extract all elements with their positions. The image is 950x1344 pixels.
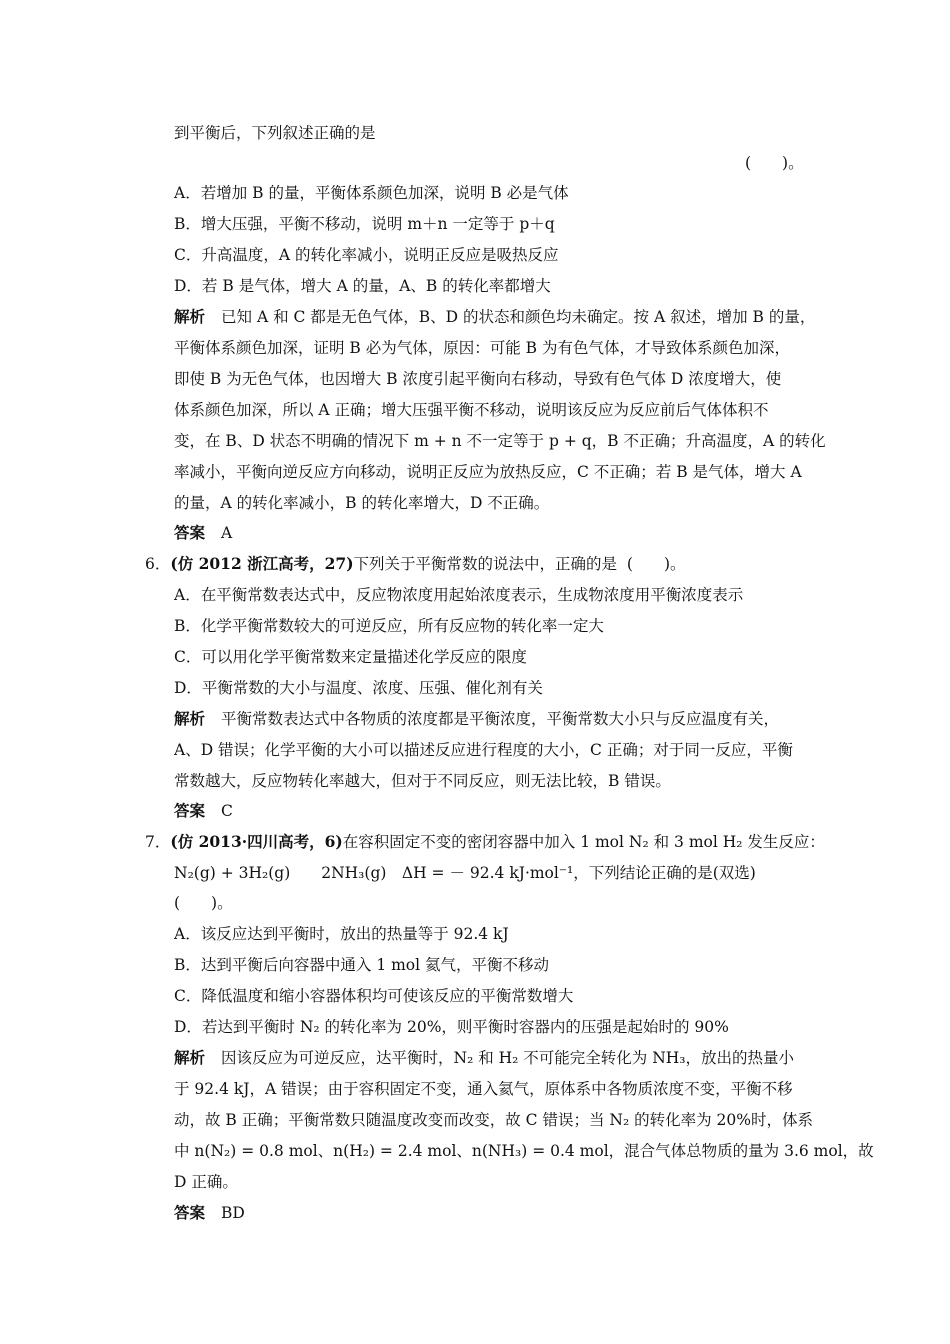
q5-analysis-label: 解析 — [174, 308, 206, 326]
q6-analysis-line-2: A、D 错误；化学平衡的大小可以描述反应进行程度的大小，C 正确；对于同一反应，平衡 — [174, 741, 793, 759]
q5-analysis-line-5: 变，在 B、D 状态不明确的情况下 m + n 不一定等于 p + q，B 不正确；升高温度，A 的转化 — [174, 432, 826, 450]
q5-analysis-line-7: 的量，A 的转化率减小，B 的转化率增大，D 不正确。 — [174, 494, 550, 512]
q7-analysis-line-3: 动，故 B 正确；平衡常数只随温度改变而改变，故 C 错误；当 N₂ 的转化率为 20%时，体系 — [174, 1111, 813, 1129]
q6-analysis-label: 解析 — [174, 710, 206, 728]
q7-analysis-label: 解析 — [174, 1049, 206, 1067]
q5-option-c: C．升高温度，A 的转化率减小，说明正反应是吸热反应 — [174, 246, 559, 264]
q7-answer — [174, 1202, 245, 1224]
q6-answer — [174, 800, 233, 822]
q7-option-c: C．降低温度和缩小容器体积均可使该反应的平衡常数增大 — [174, 987, 574, 1005]
q5-answer-blank: ( )。 — [745, 154, 804, 172]
q7-answer-label: 答案 — [174, 1204, 206, 1222]
q5-option-d: D．若 B 是气体，增大 A 的量，A、B 的转化率都增大 — [174, 277, 551, 295]
q5-analysis-line-2: 平衡体系颜色加深，证明 B 必为气体，原因：可能 B 为有色气体，才导致体系颜色加深， — [174, 339, 790, 357]
q6-analysis-line-3: 常数越大，反应物转化率越大，但对于不同反应，则无法比较，B 错误。 — [174, 772, 671, 790]
q6-option-d: D．平衡常数的大小与温度、浓度、压强、催化剂有关 — [174, 679, 543, 697]
q6-answer-value: C — [221, 802, 233, 820]
q7-option-d: D．若达到平衡时 N₂ 的转化率为 20%，则平衡时容器内的压强是起始时的 90% — [174, 1018, 729, 1036]
q5-analysis-line-6: 率减小，平衡向逆反应方向移动，说明正反应为放热反应，C 不正确；若 B 是气体，增大 A — [174, 463, 802, 481]
q7-number: 7． — [145, 833, 171, 851]
q6-answer-label: 答案 — [174, 802, 206, 820]
q5-answer-label: 答案 — [174, 524, 206, 542]
q7-source: (仿 2013·四川高考，6) — [170, 832, 343, 851]
q7-analysis-line-1: 解析 因该反应为可逆反应，达平衡时，N₂ 和 H₂ 不可能完全转化为 NH₃，放出的热量小 — [174, 1049, 795, 1067]
q5-analysis-line-4: 体系颜色加深，所以 A 正确；增大压强平衡不移动，说明该反应为反应前后气体体积不 — [174, 401, 769, 419]
q7-option-a: A．该反应达到平衡时，放出的热量等于 92.4 kJ — [174, 925, 509, 943]
q6-number: 6． — [145, 555, 171, 573]
q5-answer-value: A — [221, 524, 233, 542]
q7-option-b: B．达到平衡后向容器中通入 1 mol 氦气，平衡不移动 — [174, 956, 550, 974]
q6-option-c: C．可以用化学平衡常数来定量描述化学反应的限度 — [174, 648, 527, 666]
q5-stem-tail: 到平衡后，下列叙述正确的是 — [174, 124, 376, 142]
q5-analysis-line-1: 解析 已知 A 和 C 都是无色气体，B、D 的状态和颜色均未确定。按 A 叙述，增加 B 的量， — [174, 308, 816, 326]
q6-analysis-line-1: 解析 平衡常数表达式中各物质的浓度都是平衡浓度，平衡常数大小只与反应温度有关， — [174, 710, 780, 728]
q7-analysis-line-5: D 正确。 — [174, 1173, 238, 1191]
q6-option-a: A．在平衡常数表达式中，反应物浓度用起始浓度表示，生成物浓度用平衡浓度表示 — [174, 586, 744, 604]
q6-answer-blank: ( )。 — [626, 555, 686, 573]
q7-equation: N₂(g) + 3H₂(g) 2NH₃(g) ΔH = － 92.4 kJ·mol⁻¹，下列结论正确的是(双选) — [174, 864, 756, 882]
q6-stem: 6．(仿 2012 浙江高考，27)下列关于平衡常数的说法中，正确的是 ( )。 — [145, 554, 686, 573]
q7-analysis-line-2: 于 92.4 kJ，A 错误；由于容积固定不变，通入氦气，原体系中各物质浓度不变，平衡不移 — [174, 1080, 793, 1098]
q6-option-b: B．化学平衡常数较大的可逆反应，所有反应物的转化率一定大 — [174, 617, 604, 635]
q5-answer — [174, 522, 232, 544]
q7-answer-value: BD — [221, 1204, 245, 1222]
q5-option-a: A．若增加 B 的量，平衡体系颜色加深，说明 B 必是气体 — [174, 184, 569, 202]
q6-source: (仿 2012 浙江高考，27) — [170, 554, 354, 573]
q5-analysis-line-3: 即使 B 为无色气体，也因增大 B 浓度引起平衡向右移动，导致有色气体 D 浓度增大，使 — [174, 370, 782, 388]
q7-answer-blank: ( )。 — [174, 894, 233, 912]
q7-stem: 7．(仿 2013·四川高考，6)在容积固定不变的密闭容器中加入 1 mol N₂ 和 3 mol H₂ 发生反应： — [145, 832, 825, 851]
q7-analysis-line-4: 中 n(N₂) = 0.8 mol、n(H₂) = 2.4 mol、n(NH₃) = 0.4 mol，混合气体总物质的量为 3.6 mol，故 — [174, 1142, 874, 1160]
q5-option-b: B．增大压强，平衡不移动，说明 m＋n 一定等于 p＋q — [174, 215, 555, 233]
